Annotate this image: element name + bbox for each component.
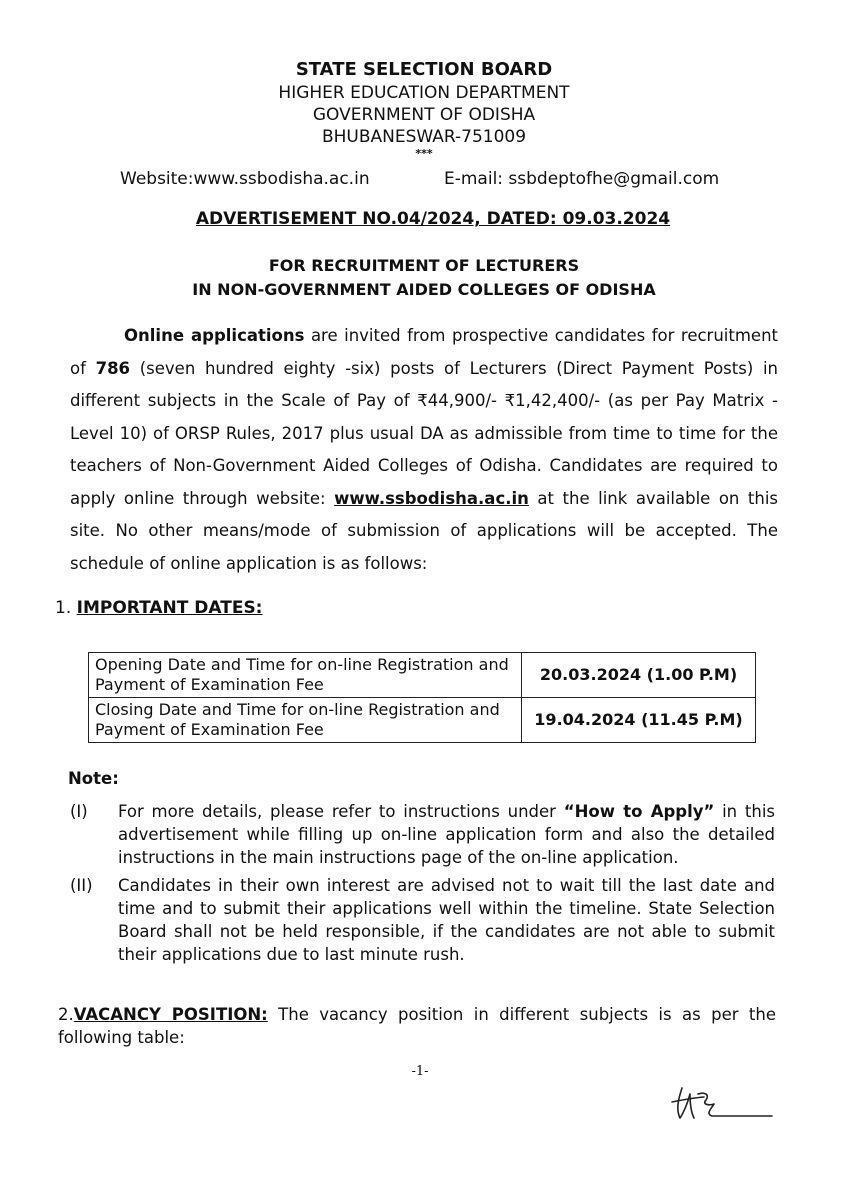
board-name: STATE SELECTION BOARD (295, 59, 553, 80)
note-number: (I) (70, 802, 88, 821)
note-text: Candidates in their own interest are advised not to wait till the last date and time and to submit their applications well within the timeline. State Selection Board shall not be held responsible, if the candidates are not able to submit their applications due to last minute rush. (118, 876, 775, 964)
website-link[interactable]: www.ssbodisha.ac.in (334, 488, 529, 508)
note-heading: Note: (68, 769, 119, 788)
table-row (89, 698, 756, 743)
section-title: IMPORTANT DATES: (76, 598, 263, 618)
posts-count: 786 (95, 358, 131, 378)
section-important-dates (55, 596, 262, 620)
note-item (70, 800, 775, 872)
department-name: HIGHER EDUCATION DEPARTMENT (278, 83, 570, 103)
intro-text-1: are invited from prospective candidates for recruitment of (70, 326, 779, 378)
section-number: 2. (58, 1005, 74, 1024)
handwritten-signature-icon (660, 1076, 780, 1126)
section-vacancy-position (58, 1003, 776, 1049)
intro-text-3: at the link available on this site. No other means/mode of submission of applications will be accepted. The schedule of online application is as follows: (70, 488, 779, 573)
section-number: 1. (55, 598, 77, 618)
note-item (70, 874, 775, 970)
advertisement-number: ADVERTISEMENT NO.04/2024, DATED: 09.03.2024 (195, 209, 671, 229)
intro-lead: Online applications (124, 326, 305, 345)
separator-stars: *** (415, 147, 433, 160)
email-text: E-mail: ssbdeptofhe@gmail.com (444, 169, 720, 189)
page-number: -1- (411, 1064, 429, 1079)
subject-line-2: IN NON-GOVERNMENT AIDED COLLEGES OF ODISHA (192, 280, 656, 299)
intro-paragraph (70, 320, 778, 580)
note-number: (II) (70, 876, 93, 895)
office-address: BHUBANESWAR-751009 (321, 127, 527, 147)
website-text: Website:www.ssbodisha.ac.in (120, 169, 370, 189)
date-value: 19.04.2024 (11.45 P.M) (522, 698, 756, 743)
date-label: Closing Date and Time for on-line Registration and Payment of Examination Fee (89, 698, 522, 743)
government-name: GOVERNMENT OF ODISHA (312, 105, 536, 125)
note-text-bold: “How to Apply” (563, 802, 715, 821)
intro-text-2: (seven hundred eighty -six) posts of Lecturers (Direct Payment Posts) in different subjects in the Scale of Pay of ₹44,900/- ₹1,42,400/- (as per Pay Matrix -Level 10) of ORSP Rules, 2017 plus usual DA as admissible from time to time for the teachers of Non-Government Aided Colleges of Odisha. Candidates are required to apply online through website: (70, 358, 778, 508)
section-title: VACANCY POSITION: (73, 1005, 268, 1024)
note-text-pre: For more details, please refer to instructions under (118, 802, 564, 821)
date-label: Opening Date and Time for on-line Registration and Payment of Examination Fee (89, 653, 522, 698)
date-value: 20.03.2024 (1.00 P.M) (522, 653, 756, 698)
note-text (118, 800, 775, 869)
table-row (89, 653, 756, 698)
note-text-post: in this advertisement while filling up on-line application form and also the detailed instructions in the main instructions page of the on-line application. (118, 802, 776, 867)
subject-line-1: FOR RECRUITMENT OF LECTURERS (268, 256, 580, 275)
section-text: The vacancy position in different subjects is as per the following table: (58, 1005, 776, 1047)
important-dates-table (88, 652, 756, 743)
